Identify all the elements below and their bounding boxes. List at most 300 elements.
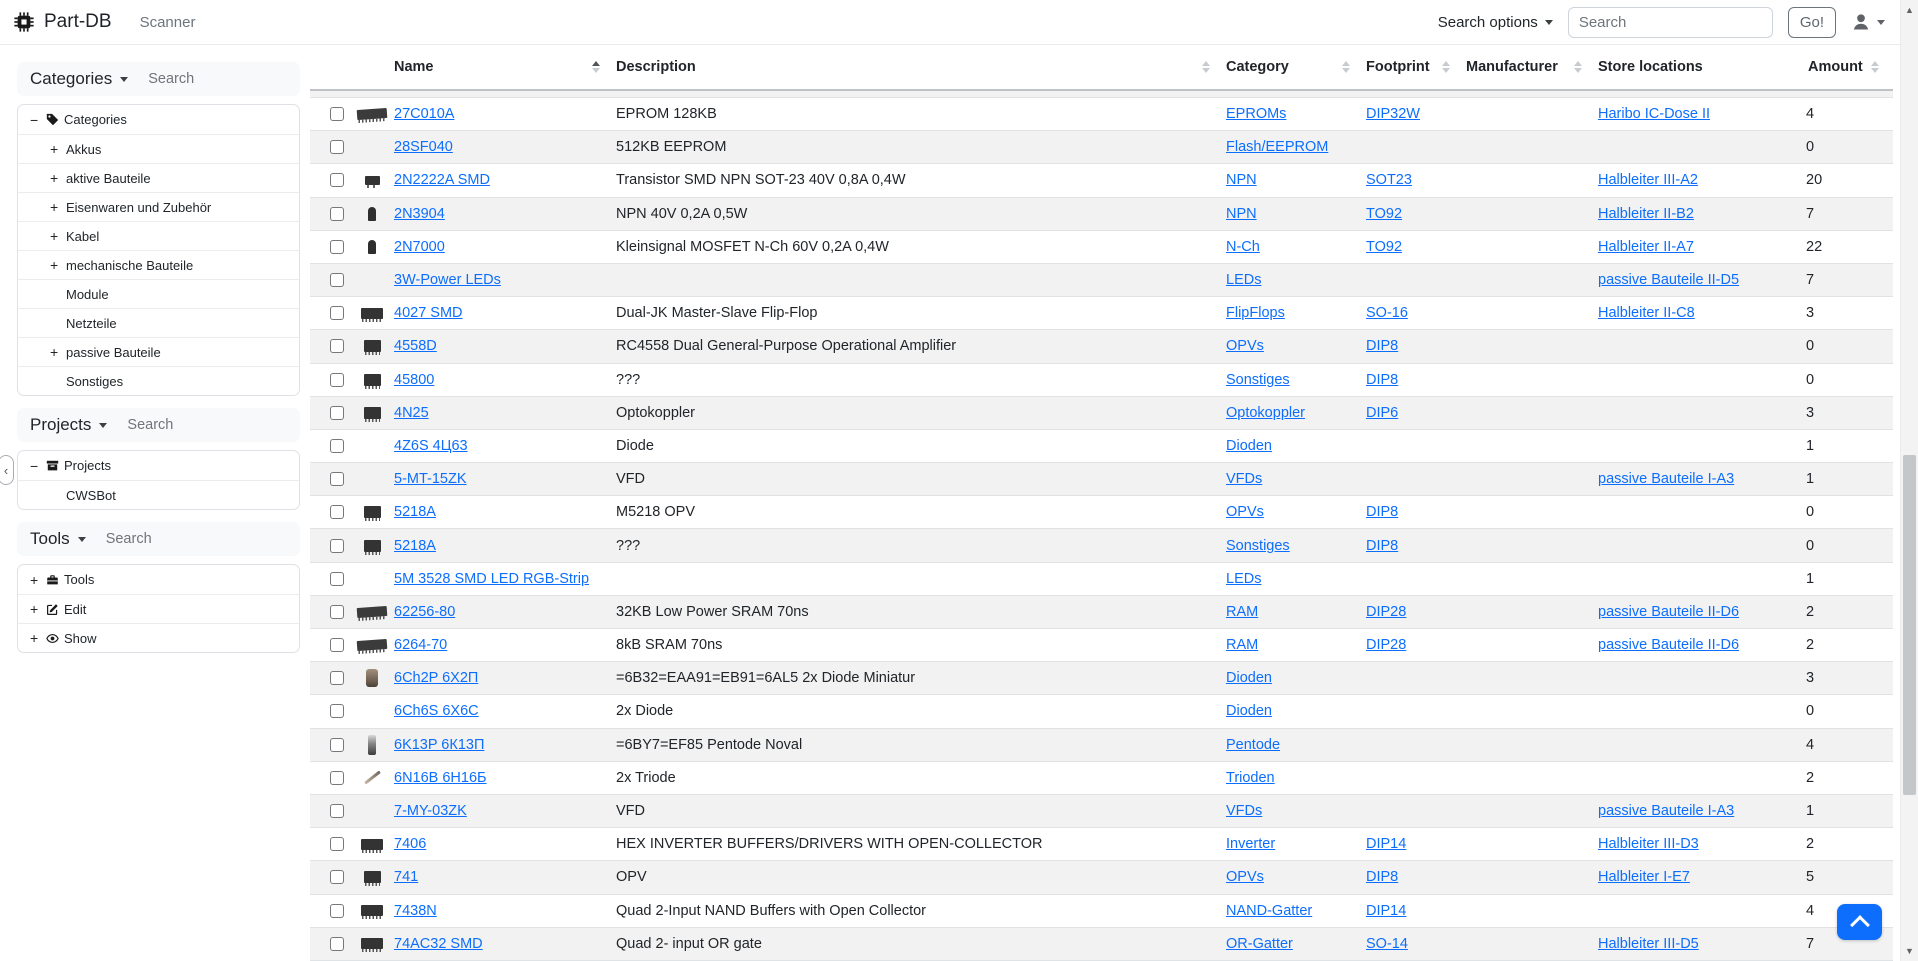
part-thumbnail	[361, 938, 383, 949]
tree-item-label: Eisenwaren und Zubehör	[66, 199, 212, 215]
part-description: Quad 2-Input NAND Buffers with Open Collector	[616, 902, 927, 919]
amount-value: 2	[1806, 603, 1815, 620]
row-checkbox[interactable]	[330, 671, 344, 685]
projects-dropdown-label: Projects	[30, 415, 92, 434]
store-location-link[interactable]: Haribo IC-Dose II	[1598, 106, 1711, 123]
tree-toggle[interactable]: +	[50, 257, 59, 273]
amount-value: 4	[1806, 736, 1815, 753]
row-checkbox[interactable]	[330, 804, 344, 818]
part-description: 2x Triode	[616, 769, 676, 786]
tree-item-label: CWSBot	[66, 487, 116, 503]
sort-icon	[1202, 61, 1210, 74]
table-row	[310, 164, 1893, 197]
row-checkbox[interactable]	[330, 207, 344, 221]
amount-value: 3	[1806, 305, 1815, 322]
part-thumbnail	[361, 839, 383, 850]
category-link[interactable]: NAND-Gatter	[1226, 902, 1313, 919]
tree-item[interactable]	[18, 105, 299, 134]
top-navbar	[0, 0, 1901, 45]
column-header-footprint[interactable]	[1364, 45, 1464, 90]
tools-section-header	[17, 522, 300, 556]
sort-icon	[1442, 61, 1450, 74]
part-name-link[interactable]: 6K13P 6К13П	[394, 736, 485, 753]
category-link[interactable]: Optokoppler	[1226, 404, 1305, 421]
column-label: Manufacturer	[1466, 59, 1558, 75]
user-icon	[1851, 12, 1871, 32]
table-row	[310, 861, 1893, 894]
tree-item[interactable]	[18, 221, 299, 250]
tree-item[interactable]	[18, 565, 299, 594]
part-name-link[interactable]: 45800	[394, 371, 435, 388]
search-options-label: Search options	[1437, 13, 1538, 31]
chevron-down-icon	[120, 77, 128, 82]
tree-item[interactable]	[18, 451, 299, 480]
row-checkbox[interactable]	[330, 339, 344, 353]
sort-icon	[592, 61, 600, 74]
part-thumbnail	[357, 639, 388, 651]
toolbox-icon	[46, 573, 64, 586]
part-name-link[interactable]: 28SF040	[394, 139, 453, 156]
chevron-down-icon	[99, 423, 107, 428]
part-name-link[interactable]: 2N2222A SMD	[394, 172, 490, 189]
table-row	[310, 695, 1893, 728]
tree-item[interactable]	[18, 623, 299, 652]
row-checkbox[interactable]	[330, 273, 344, 287]
scrollbar-down-arrow[interactable]: ▼	[1905, 946, 1914, 956]
table-row	[310, 728, 1893, 761]
part-description: Optokoppler	[616, 404, 695, 421]
tree-toggle[interactable]: +	[30, 571, 39, 588]
part-name-link[interactable]: 74AC32 SMD	[394, 935, 483, 952]
store-location-link[interactable]: passive Bauteile II-D6	[1598, 637, 1740, 654]
part-description: Transistor SMD NPN SOT-23 40V 0,8A 0,4W	[616, 172, 906, 189]
category-link[interactable]: NPN	[1226, 205, 1257, 222]
table-row	[310, 297, 1893, 330]
tree-toggle[interactable]: −	[30, 111, 39, 128]
table-row	[310, 330, 1893, 363]
projects-dropdown[interactable]	[30, 415, 107, 435]
tree-item-label: aktive Bauteile	[66, 170, 151, 186]
column-header-name[interactable]	[392, 45, 614, 90]
store-location-link[interactable]: Halbleiter III-D3	[1598, 836, 1699, 853]
row-checkbox[interactable]	[330, 173, 344, 187]
user-menu[interactable]	[1851, 12, 1885, 32]
footprint-link[interactable]: SOT23	[1366, 172, 1412, 189]
part-name-link[interactable]: 5-MT-15ZK	[394, 471, 467, 488]
amount-value: 1	[1806, 437, 1815, 454]
part-name-link[interactable]: 7-MY-03ZK	[394, 803, 467, 820]
row-checkbox[interactable]	[330, 107, 344, 121]
part-name-link[interactable]: 4027 SMD	[394, 305, 463, 322]
part-name-link[interactable]: 2N3904	[394, 205, 445, 222]
table-row	[310, 794, 1893, 827]
column-header-manufacturer[interactable]	[1464, 45, 1596, 90]
projects-search-input[interactable]	[125, 416, 239, 434]
part-thumbnail	[364, 540, 381, 552]
tools-search-input[interactable]	[104, 530, 218, 548]
table-row	[310, 496, 1893, 529]
eye-icon	[46, 632, 64, 645]
part-thumbnail	[368, 240, 376, 254]
column-header-category[interactable]	[1224, 45, 1364, 90]
row-checkbox[interactable]	[330, 406, 344, 420]
category-link[interactable]: Dioden	[1226, 670, 1272, 687]
store-location-link[interactable]: Halbleiter II-A7	[1598, 238, 1694, 255]
row-checkbox[interactable]	[330, 140, 344, 154]
column-header-amount[interactable]	[1806, 45, 1893, 90]
table-row	[310, 429, 1893, 462]
row-checkbox[interactable]	[330, 505, 344, 519]
part-name-link[interactable]: 7406	[394, 836, 427, 853]
row-checkbox[interactable]	[330, 904, 344, 918]
tree-toggle[interactable]: +	[50, 141, 59, 157]
sort-icon	[1574, 61, 1582, 74]
tree-item-label: Show	[64, 630, 97, 646]
tree-toggle[interactable]: +	[30, 601, 39, 617]
tree-toggle[interactable]: +	[50, 199, 59, 215]
part-name-link[interactable]: 2N7000	[394, 238, 445, 255]
footprint-link[interactable]: SO-16	[1366, 305, 1408, 322]
image-column-header	[352, 45, 392, 90]
store-location-link[interactable]: Halbleiter II-C8	[1598, 305, 1695, 322]
part-thumbnail	[366, 669, 378, 687]
footprint-link[interactable]: DIP28	[1366, 603, 1407, 620]
tree-item-label: Netzteile	[66, 315, 117, 331]
category-link[interactable]: OPVs	[1226, 338, 1264, 355]
table-row	[310, 131, 1893, 164]
scrollbar-up-arrow[interactable]: ▲	[1905, 5, 1914, 15]
tree-item[interactable]	[18, 366, 299, 395]
amount-value: 3	[1806, 404, 1815, 421]
part-thumbnail	[357, 108, 388, 120]
footprint-link[interactable]: DIP14	[1366, 836, 1407, 853]
app-brand-label: Part-DB	[44, 11, 112, 32]
part-description: NPN 40V 0,2A 0,5W	[616, 205, 748, 222]
table-row	[310, 927, 1893, 960]
table-row	[310, 595, 1893, 628]
column-label: Amount	[1808, 59, 1863, 75]
category-link[interactable]: VFDs	[1226, 803, 1263, 820]
row-checkbox[interactable]	[330, 605, 344, 619]
tree-toggle[interactable]: −	[30, 457, 39, 474]
part-name-link[interactable]: 6264-70	[394, 637, 448, 654]
store-location-link[interactable]: passive Bauteile II-D6	[1598, 603, 1740, 620]
table-row	[310, 396, 1893, 429]
sort-icon	[1871, 61, 1879, 74]
tree-item[interactable]	[18, 480, 299, 509]
part-name-link[interactable]: 27C010A	[394, 106, 455, 123]
category-link[interactable]: OPVs	[1226, 504, 1264, 521]
row-checkbox[interactable]	[330, 240, 344, 254]
tree-toggle[interactable]: +	[50, 228, 59, 244]
part-name-link[interactable]: 5218A	[394, 504, 436, 521]
table-row	[310, 230, 1893, 263]
amount-value: 0	[1806, 703, 1815, 720]
back-to-top-button[interactable]	[1837, 904, 1882, 940]
chevron-down-icon	[1545, 20, 1553, 25]
part-thumbnail	[364, 771, 381, 785]
category-link[interactable]: RAM	[1226, 603, 1259, 620]
row-checkbox[interactable]	[330, 937, 344, 951]
amount-value: 7	[1806, 272, 1815, 289]
footprint-link[interactable]: DIP8	[1366, 338, 1399, 355]
store-location-link[interactable]: Halbleiter III-A2	[1598, 172, 1698, 189]
tree-item-label: Tools	[64, 572, 95, 587]
row-checkbox[interactable]	[330, 837, 344, 851]
amount-value: 3	[1806, 670, 1815, 687]
column-header-store-locations[interactable]	[1596, 45, 1806, 90]
part-name-link[interactable]: 6N16B 6Н16Б	[394, 769, 487, 786]
part-name-link[interactable]: 3W-Power LEDs	[394, 272, 501, 289]
table-row	[310, 529, 1893, 562]
part-description: VFD	[616, 803, 645, 820]
category-link[interactable]: LEDs	[1226, 272, 1262, 289]
navbar-right	[1438, 7, 1885, 38]
table-row	[310, 894, 1893, 927]
category-link[interactable]: FlipFlops	[1226, 305, 1285, 322]
app-brand[interactable]	[13, 11, 112, 33]
part-description: EPROM 128KB	[616, 106, 717, 123]
part-name-link[interactable]: 6Ch6S 6Х6С	[394, 703, 479, 720]
categories-section-header	[17, 62, 300, 96]
chevron-up-icon	[1850, 915, 1870, 935]
search-options-dropdown[interactable]	[1438, 14, 1553, 31]
part-description: =6B32=EAA91=EB91=6AL5 2x Diode Miniatur	[616, 670, 916, 687]
part-description: 512KB EEPROM	[616, 139, 727, 156]
part-description: =6BY7=EF85 Pentode Noval	[616, 736, 803, 753]
category-link[interactable]: OPVs	[1226, 869, 1264, 886]
search-input[interactable]	[1568, 7, 1773, 38]
tree-item[interactable]	[18, 134, 299, 163]
category-link[interactable]: RAM	[1226, 637, 1259, 654]
scrollbar-thumb[interactable]	[1903, 455, 1916, 795]
sidebar	[17, 45, 300, 653]
part-name-link[interactable]: 62256-80	[394, 603, 456, 620]
table-row	[310, 463, 1893, 496]
navbar-left	[13, 11, 195, 33]
amount-value: 2	[1806, 836, 1815, 853]
amount-value: 7	[1806, 205, 1815, 222]
column-label: Description	[616, 59, 696, 75]
row-checkbox[interactable]	[330, 771, 344, 785]
tools-dropdown[interactable]	[30, 529, 86, 549]
table-row	[310, 263, 1893, 296]
category-link[interactable]: Trioden	[1226, 769, 1275, 786]
nav-scanner-link[interactable]: Scanner	[139, 13, 196, 31]
tree-toggle[interactable]: +	[30, 630, 39, 646]
tree-toggle[interactable]: +	[50, 344, 59, 360]
footprint-link[interactable]: TO92	[1366, 238, 1403, 255]
part-thumbnail	[368, 735, 376, 755]
footprint-link[interactable]: DIP6	[1366, 404, 1399, 421]
tree-item[interactable]	[18, 594, 299, 623]
store-location-link[interactable]: passive Bauteile I-A3	[1598, 471, 1735, 488]
part-thumbnail	[368, 207, 376, 221]
footprint-link[interactable]: DIP8	[1366, 504, 1399, 521]
category-link[interactable]: Sonstiges	[1226, 371, 1290, 388]
store-location-link[interactable]: passive Bauteile I-A3	[1598, 803, 1735, 820]
category-link[interactable]: Inverter	[1226, 836, 1276, 853]
table-row	[310, 98, 1893, 131]
part-thumbnail	[361, 905, 383, 916]
amount-value: 7	[1806, 935, 1815, 952]
part-description: Dual-JK Master-Slave Flip-Flop	[616, 305, 818, 322]
part-name-link[interactable]: 4558D	[394, 338, 437, 355]
row-checkbox[interactable]	[330, 439, 344, 453]
part-description: 32KB Low Power SRAM 70ns	[616, 603, 809, 620]
footprint-link[interactable]: DIP8	[1366, 371, 1399, 388]
tree-item-label: Akkus	[66, 141, 102, 157]
category-link[interactable]: N-Ch	[1226, 238, 1260, 255]
part-name-link[interactable]: 5218A	[394, 537, 436, 554]
amount-value: 4	[1806, 106, 1815, 123]
tree-item-label: Sonstiges	[66, 373, 124, 389]
column-label: Name	[394, 59, 434, 75]
row-checkbox[interactable]	[330, 704, 344, 718]
part-description: Diode	[616, 437, 654, 454]
tree-item-label: Module	[66, 286, 109, 302]
column-label: Category	[1226, 59, 1289, 75]
row-checkbox[interactable]	[330, 472, 344, 486]
categories-dropdown[interactable]	[30, 69, 128, 89]
tree-item-label: Kabel	[66, 228, 100, 244]
category-link[interactable]: Sonstiges	[1226, 537, 1290, 554]
part-name-link[interactable]: 741	[394, 869, 419, 886]
part-description: 8kB SRAM 70ns	[616, 637, 723, 654]
sidebar-collapse-handle[interactable]: ‹	[0, 455, 14, 485]
part-name-link[interactable]: 4Z6S 4Ц63	[394, 437, 468, 454]
footprint-link[interactable]: DIP32W	[1366, 106, 1420, 123]
part-name-link[interactable]: 6Ch2P 6Х2П	[394, 670, 479, 687]
parts-table	[310, 45, 1893, 961]
amount-value: 0	[1806, 139, 1815, 156]
amount-value: 0	[1806, 338, 1815, 355]
tag-icon	[46, 113, 64, 126]
category-link[interactable]: VFDs	[1226, 471, 1263, 488]
row-checkbox[interactable]	[330, 306, 344, 320]
table-row	[310, 562, 1893, 595]
row-checkbox[interactable]	[330, 539, 344, 553]
amount-value: 0	[1806, 504, 1815, 521]
amount-value: 5	[1806, 869, 1815, 886]
tools-dropdown-label: Tools	[30, 529, 70, 548]
amount-value: 1	[1806, 803, 1815, 820]
category-link[interactable]: LEDs	[1226, 570, 1262, 587]
store-location-link[interactable]: Halbleiter II-B2	[1598, 205, 1694, 222]
tree-item[interactable]	[18, 250, 299, 279]
tree-item-label: Categories	[64, 112, 127, 127]
part-thumbnail	[364, 871, 381, 883]
column-header-description[interactable]	[614, 45, 1224, 90]
table-row	[310, 629, 1893, 662]
parts-table-area	[310, 45, 1893, 961]
amount-value: 2	[1806, 769, 1815, 786]
tree-item[interactable]	[18, 279, 299, 308]
part-name-link[interactable]: 7438N	[394, 902, 437, 919]
chevron-down-icon	[78, 537, 86, 542]
table-row	[310, 761, 1893, 794]
tree-item-label: Projects	[64, 458, 111, 473]
amount-value: 20	[1806, 172, 1823, 189]
part-thumbnail	[365, 176, 380, 185]
categories-search-input[interactable]	[146, 70, 260, 88]
table-row	[310, 662, 1893, 695]
part-description: RC4558 Dual General-Purpose Operational Amplifier	[616, 338, 957, 355]
table-row	[310, 363, 1893, 396]
part-name-link[interactable]: 4N25	[394, 404, 429, 421]
category-link[interactable]: Dioden	[1226, 703, 1272, 720]
footprint-link[interactable]: SO-14	[1366, 935, 1408, 952]
chevron-down-icon	[1877, 20, 1885, 25]
tree-toggle[interactable]: +	[50, 170, 59, 186]
part-description: ???	[616, 537, 641, 554]
store-location-link[interactable]: Halbleiter I-E7	[1598, 869, 1690, 886]
row-checkbox[interactable]	[330, 738, 344, 752]
part-description: M5218 OPV	[616, 504, 695, 521]
part-description: VFD	[616, 471, 645, 488]
sort-icon	[1342, 61, 1350, 74]
tree-item[interactable]	[18, 337, 299, 366]
category-link[interactable]: Pentode	[1226, 736, 1281, 753]
footprint-link[interactable]: DIP8	[1366, 869, 1399, 886]
archive-icon	[46, 459, 64, 472]
tree-item[interactable]	[18, 308, 299, 337]
row-checkbox[interactable]	[330, 572, 344, 586]
category-link[interactable]: NPN	[1226, 172, 1257, 189]
checkbox-column-header	[310, 45, 352, 90]
table-row	[310, 828, 1893, 861]
category-link[interactable]: Dioden	[1226, 437, 1272, 454]
part-thumbnail	[364, 340, 381, 352]
tree-item[interactable]	[18, 163, 299, 192]
part-thumbnail	[364, 407, 381, 419]
footprint-link[interactable]: DIP8	[1366, 537, 1399, 554]
category-link[interactable]: OR-Gatter	[1226, 935, 1293, 952]
part-description: HEX INVERTER BUFFERS/DRIVERS WITH OPEN-COLLECTOR	[616, 836, 1043, 853]
vertical-scrollbar[interactable]	[1900, 0, 1918, 961]
category-link[interactable]: Flash/EEPROM	[1226, 139, 1329, 156]
footprint-link[interactable]: TO92	[1366, 205, 1403, 222]
row-checkbox[interactable]	[330, 870, 344, 884]
amount-value: 0	[1806, 537, 1815, 554]
tree-item-label: Edit	[64, 601, 87, 617]
amount-value: 22	[1806, 238, 1823, 255]
footprint-link[interactable]: DIP14	[1366, 902, 1407, 919]
category-link[interactable]: EPROMs	[1226, 106, 1287, 123]
footprint-link[interactable]: DIP28	[1366, 637, 1407, 654]
part-thumbnail	[364, 374, 381, 386]
row-checkbox[interactable]	[330, 638, 344, 652]
table-header-row	[310, 45, 1893, 90]
part-thumbnail	[364, 506, 381, 518]
amount-value: 0	[1806, 371, 1815, 388]
tree-item[interactable]	[18, 192, 299, 221]
go-button[interactable]: Go!	[1788, 7, 1836, 38]
tools-tree	[17, 564, 300, 653]
part-name-link[interactable]: 5M 3528 SMD LED RGB-Strip	[394, 570, 590, 587]
row-checkbox[interactable]	[330, 373, 344, 387]
store-location-link[interactable]: passive Bauteile II-D5	[1598, 272, 1740, 289]
projects-section-header	[17, 408, 300, 442]
part-thumbnail	[357, 606, 388, 618]
projects-tree	[17, 450, 300, 510]
store-location-link[interactable]: Halbleiter III-D5	[1598, 935, 1699, 952]
edit-icon	[46, 603, 64, 616]
microchip-icon	[13, 11, 35, 33]
column-label: Store locations	[1598, 59, 1703, 75]
amount-value: 1	[1806, 570, 1815, 587]
amount-value: 4	[1806, 902, 1815, 919]
